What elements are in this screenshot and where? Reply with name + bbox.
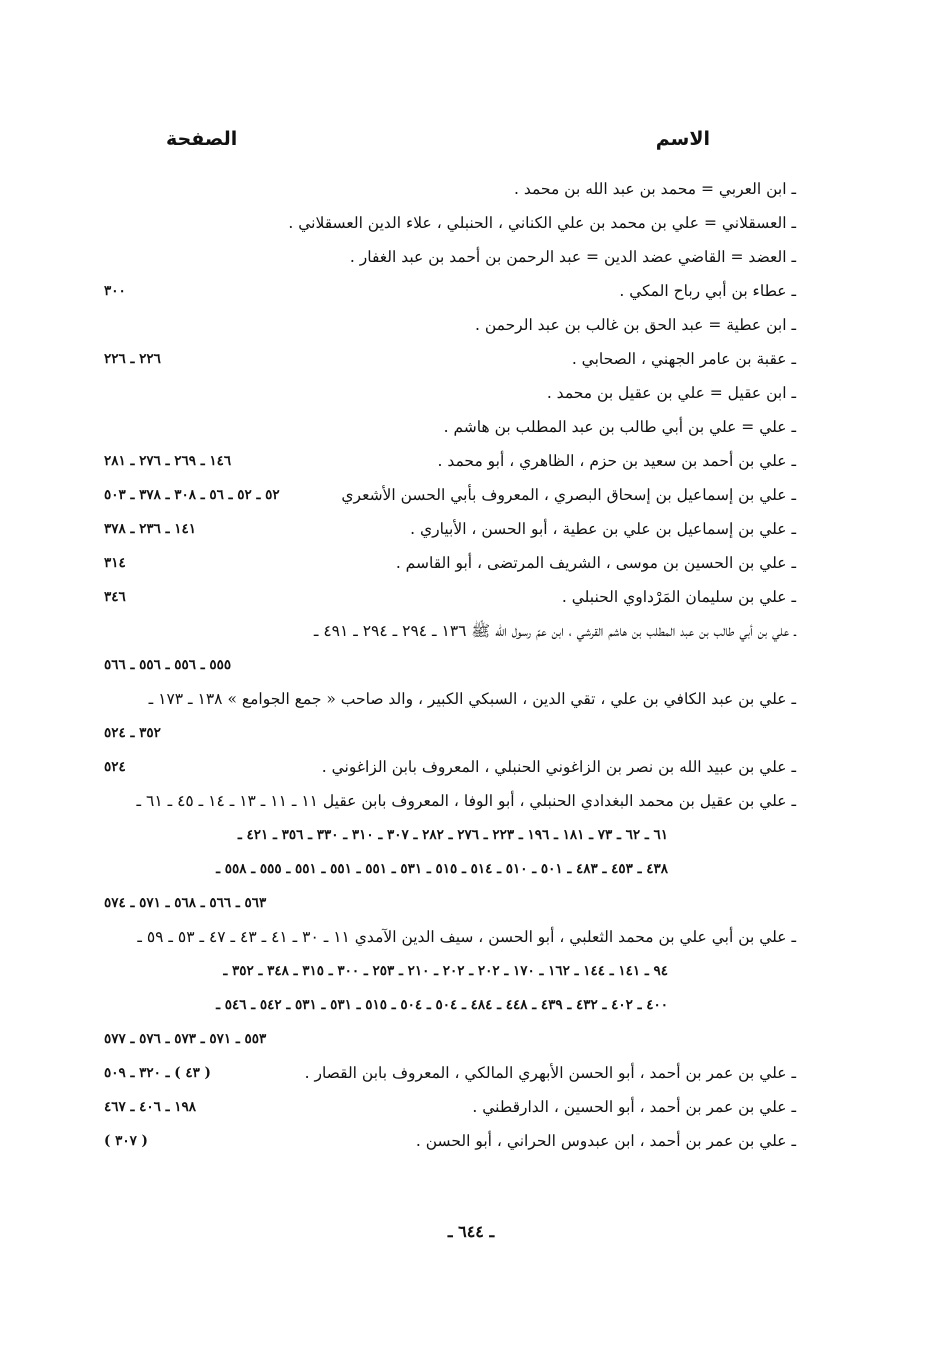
entry-pages: ٣٤٦ — [104, 589, 126, 605]
entry-pages: ٥٦٣ ـ ٥٦٦ ـ ٥٦٨ ـ ٥٧١ ـ ٥٧٤ — [104, 895, 267, 911]
index-entry — [100, 410, 796, 444]
entry-name: ـ العضد = القاضي عضد الدين = عبد الرحمن بن أحمد بن عبد الغفار . — [349, 248, 796, 266]
entry-name: ـ عطاء بن أبي رباح المكي . — [619, 282, 796, 300]
page-column-header: الصفحة — [166, 128, 238, 150]
entry-name: ٤٠٠ ـ ٤٠٢ ـ ٤٣٢ ـ ٤٣٩ ـ ٤٤٨ ـ ٤٨٤ ـ ٥٠٤ ـ ٥٠٤ ـ ٥١٥ ـ ٥٣١ ـ ٥٣١ ـ ٥٤٢ ـ ٥٤٦ ـ — [216, 997, 668, 1013]
index-entries — [100, 172, 796, 1158]
name-column-header: الاسم — [655, 128, 710, 150]
entry-name: ٤٣٨ ـ ٤٥٣ ـ ٤٨٣ ـ ٥٠١ ـ ٥١٠ ـ ٥١٤ ـ ٥١٥ ـ ٥٣١ ـ ٥٥١ ـ ٥٥١ ـ ٥٥١ ـ ٥٥٥ ـ ٥٥٨ ـ — [216, 861, 668, 877]
entry-name: ـ علي بن عمر بن أحمد ، أبو الحسين ، الدارقطني . — [472, 1098, 796, 1116]
entry-name: ـ علي بن أحمد بن سعيد بن حزم ، الظاهري ، أبو محمد . — [437, 452, 796, 470]
entry-name: ٩٤ ـ ١٤١ ـ ١٤٤ ـ ١٦٢ ـ ١٧٠ ـ ٢٠٢ ـ ٢٠٢ ـ ٢١٠ ـ ٢٥٣ ـ ٣٠٠ ـ ٣١٥ ـ ٣٤٨ ـ ٣٥٢ ـ — [223, 963, 668, 979]
entry-pages: ٥٥٣ ـ ٥٧١ ـ ٥٧٣ ـ ٥٧٦ ـ ٥٧٧ — [104, 1031, 267, 1047]
entry-name: ـ العسقلاني = علي بن محمد بن علي الكناني ، الحنبلي ، علاء الدين العسقلاني . — [288, 214, 796, 232]
index-entry — [100, 648, 796, 682]
index-entry — [100, 954, 796, 988]
index-entry — [100, 1124, 796, 1158]
entry-pages: ١٤٦ ـ ٢٦٩ ـ ٢٧٦ ـ ٢٨١ — [104, 453, 232, 469]
index-entry — [100, 1090, 796, 1124]
entry-name: ـ علي بن عبيد الله بن نصر بن الزاغوني الحنبلي ، المعروف بابن الزاغوني . — [321, 758, 796, 776]
index-entry — [100, 988, 796, 1022]
entry-name: ـ ابن عقيل = علي بن عقيل بن محمد . — [546, 384, 796, 402]
entry-pages: ٣٠٠ — [104, 283, 126, 299]
index-entry — [100, 206, 796, 240]
index-entry — [100, 512, 796, 546]
index-entry — [100, 308, 796, 342]
entry-name: ـ علي بن سليمان المَرْداوي الحنبلي . — [561, 588, 796, 606]
entry-pages: ١٤١ ـ ٢٣٦ ـ ٣٧٨ — [104, 521, 197, 537]
entry-pages: ٥٢٤ — [104, 759, 126, 775]
index-entry — [100, 478, 796, 512]
entry-pages: ٣١٤ — [104, 555, 126, 571]
entry-name: ـ ابن عطية = عبد الحق بن غالب بن عبد الرحمن . — [474, 316, 796, 334]
entry-name: ـ علي بن أبي طالب بن عبد المطلب بن هاشم القرشي ، ابن عمّ رسول الله ﷺ ١٣٦ ـ ٢٩٤ ـ ٢٩٤ ـ ٤٩١ ـ — [313, 622, 796, 640]
index-entry — [100, 614, 796, 648]
entry-pages: ( ٤٣ ) ـ ٣٢٠ ـ ٥٠٩ — [104, 1065, 211, 1081]
index-entry — [100, 920, 796, 954]
index-entry — [100, 818, 796, 852]
entry-name: ـ علي بن عبد الكافي بن علي ، تقي الدين ، السبكي الكبير ، والد صاحب « جمع الجوامع » ١٣٨ ـ ١٧٣ ـ — [148, 690, 796, 708]
page-number: ـ ٦٤٤ ـ — [447, 1222, 495, 1241]
entry-name: ـ علي بن عقيل بن محمد البغدادي الحنبلي ، أبو الوفا ، المعروف بابن عقيل ١١ ـ ١١ ـ ١٣ ـ ١٤ ـ ٤٥ ـ ٦١ ـ — [136, 792, 796, 810]
entry-name: ـ علي = علي بن أبي طالب بن عبد المطلب بن هاشم . — [443, 418, 796, 436]
index-entry — [100, 274, 796, 308]
index-entry — [100, 1056, 796, 1090]
entry-pages: ٣٥٢ ـ ٥٢٤ — [104, 725, 161, 741]
entry-name: ـ علي بن عمر بن أحمد ، ابن عبدوس الحراني ، أبو الحسن . — [415, 1132, 796, 1150]
entry-pages: ١٩٨ ـ ٤٠٦ ـ ٤٦٧ — [104, 1099, 197, 1115]
index-entry — [100, 444, 796, 478]
entry-pages: ٥٢ ـ ٥٢ ـ ٥٦ ـ ٣٠٨ ـ ٣٧٨ ـ ٥٠٣ — [104, 487, 280, 503]
entry-name: ـ علي بن أبي علي بن محمد الثعلبي ، أبو الحسن ، سيف الدين الآمدي ١١ ـ ٣٠ ـ ٤١ ـ ٤٣ ـ ٤٧ ـ ٥٣ ـ ٥٩ ـ — [137, 928, 796, 946]
entry-name: ـ علي بن عمر بن أحمد ، أبو الحسن الأبهري المالكي ، المعروف بابن القصار . — [304, 1064, 796, 1082]
index-entry — [100, 546, 796, 580]
entry-name: ـ علي بن إسماعيل بن علي بن عطية ، أبو الحسن ، الأبياري . — [410, 520, 796, 538]
entry-name: ـ عقبة بن عامر الجهني ، الصحابي . — [571, 350, 796, 368]
entry-pages: ( ٣٠٧ ) — [104, 1133, 148, 1149]
index-entry — [100, 682, 796, 716]
entry-pages: ٢٢٦ ـ ٢٢٦ — [104, 351, 161, 367]
index-entry — [100, 376, 796, 410]
index-entry — [100, 716, 796, 750]
index-entry — [100, 784, 796, 818]
index-entry — [100, 852, 796, 886]
index-entry — [100, 342, 796, 376]
index-entry — [100, 1022, 796, 1056]
entry-name: ـ علي بن إسماعيل بن إسحاق البصري ، المعروف بأبي الحسن الأشعري — [341, 486, 796, 504]
entry-pages: ٥٥٥ ـ ٥٥٦ ـ ٥٥٦ ـ ٥٦٦ — [104, 657, 232, 673]
index-entry — [100, 750, 796, 784]
entry-name: ـ ابن العربي = محمد بن عبد الله بن محمد . — [513, 180, 796, 198]
index-entry — [100, 580, 796, 614]
index-entry — [100, 240, 796, 274]
index-entry — [100, 886, 796, 920]
entry-name: ٦١ ـ ٦٢ ـ ٧٣ ـ ١٨١ ـ ١٩٦ ـ ٢٢٣ ـ ٢٧٦ ـ ٢٨٢ ـ ٣٠٧ ـ ٣١٠ ـ ٣٣٠ ـ ٣٥٦ ـ ٤٢١ ـ — [237, 827, 668, 843]
index-entry — [100, 172, 796, 206]
entry-name: ـ علي بن الحسين بن موسى ، الشريف المرتضى ، أبو القاسم . — [395, 554, 796, 572]
